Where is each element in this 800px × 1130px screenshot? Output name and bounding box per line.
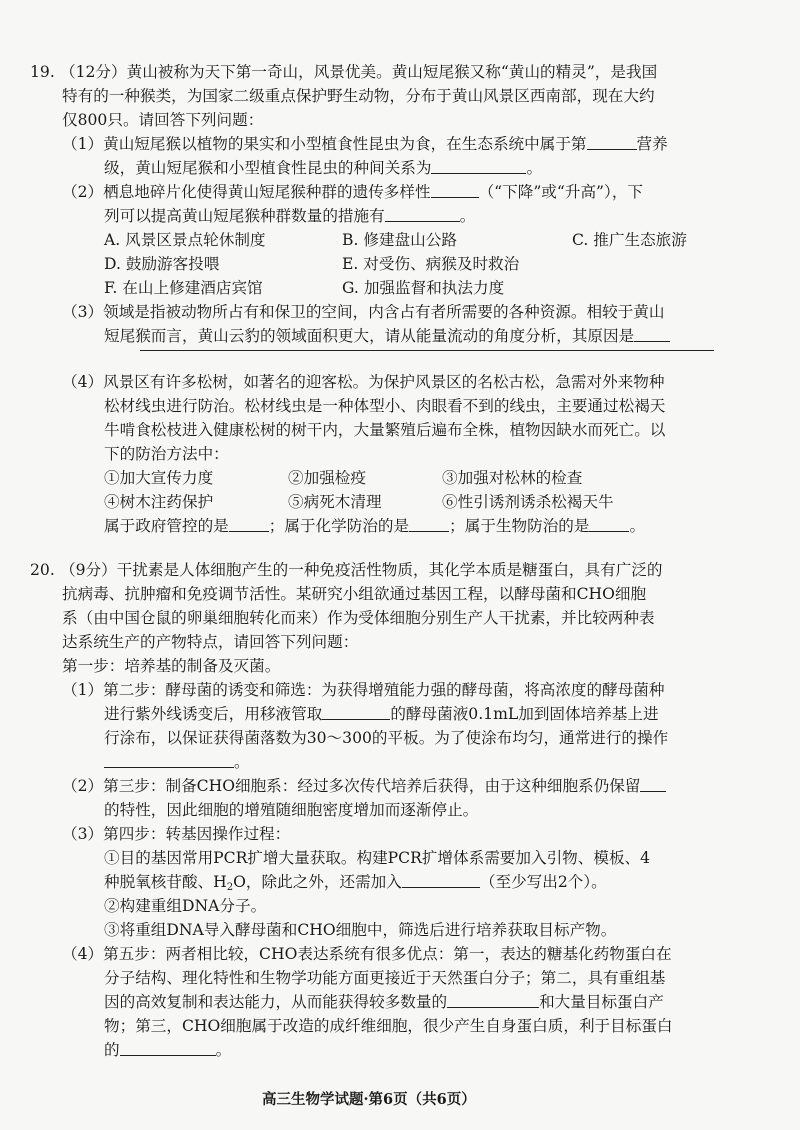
answer-blank[interactable] [409, 516, 449, 532]
question-19-stem-line3: 仅800只。请回答下列问题： [62, 111, 264, 129]
q20-part1-text: 进行紫外线诱变后，用移液管取 [104, 705, 323, 723]
q19-part4-answer-line [104, 516, 645, 536]
q20-part4-line5 [104, 1040, 231, 1060]
q20-part1-end: 。 [234, 753, 250, 771]
q20-part4-line4: 物；第三，CHO细胞属于改造的成纤维细胞，很少产生自身蛋白质，利于目标蛋白 [104, 1017, 673, 1035]
q20-part4-end: 。 [215, 1041, 232, 1059]
q20-part2-line1 [62, 776, 666, 796]
q19-part2-text: （2）栖息地碎片化使得黄山短尾猴种群的遗传多样性 [62, 183, 431, 201]
answer-blank[interactable] [431, 158, 526, 174]
q20-part1-text-end: 的酵母菌液0.1mL加到固体培养基上进 [390, 705, 659, 723]
q20-part3-line4: ②构建重组DNA分子。 [104, 897, 267, 915]
q19-part4-line4: 下的防治方法中： [104, 445, 229, 463]
q19-part4-line1: （4）风景区有许多松树，如著名的迎客松。为保护风景区的名松古松，急需对外来物种 [62, 373, 665, 391]
answer-blank[interactable] [229, 516, 269, 532]
q20-part2-line2: 的特性，因此细胞的增殖随细胞密度增加而逐渐停止。 [104, 801, 479, 819]
q19-part4-prompt-end: 。 [629, 517, 646, 535]
answer-blank[interactable] [634, 326, 670, 342]
option-g: G. 加强监督和执法力度 [342, 279, 505, 297]
method-6: ⑥性引诱剂诱杀松褐天牛 [442, 493, 614, 511]
q19-part2-text-end: （“下降”或“升高”），下 [478, 183, 644, 201]
q19-part3-line2 [104, 326, 670, 346]
question-20-stem-line3: 系（由中国仓鼠的卵巢细胞转化而来）作为受体细胞分别生产人干扰素，并比较两种表 [62, 609, 655, 627]
q20-part4-line2: 分子结构、理化特性和生物学功能方面更接近于天然蛋白分子；第二，具有重组基 [104, 969, 666, 987]
q20-step1: 第一步：培养基的制备及灭菌。 [62, 657, 281, 675]
answer-blank[interactable] [431, 182, 479, 198]
q20-part3-text-end: （至少写出2个）。 [479, 873, 607, 891]
q19-part3-text: 短尾猴而言，黄山云豹的领域面积更大，请从能量流动的角度分析，其原因是 [104, 327, 635, 345]
q19-part4-line3: 牛啃食松枝进入健康松树的树干内，大量繁殖后遍布全株，植物因缺水而死亡。以 [104, 421, 666, 439]
answer-blank[interactable] [640, 776, 666, 792]
q20-part1-line2 [104, 704, 659, 724]
q19-part1-text2: 级，黄山短尾猴和小型植食性昆虫的种间关系为 [104, 159, 432, 177]
question-19-stem-line1: （12分）黄山被称为天下第一奇山，风景优美。黄山短尾猴又称“黄山的精灵”，是我国 [60, 63, 658, 81]
q20-part4-text: 因的高效复制和表达能力，从而能获得较多数量的 [104, 993, 448, 1011]
q19-part3-line1: （3）领域是指被动物所占有和保卫的空间，内含占有者所需要的各种资源。相较于黄山 [62, 303, 665, 321]
q20-part3-text-mid: O，除此之外，还需加入 [233, 873, 402, 891]
q19-part1-text2-end: 。 [526, 159, 543, 177]
question-20-number: 20. [30, 561, 55, 579]
q20-part4-line1: （4）第五步：两者相比较，CHO表达系统有很多优点：第一，表达的糖基化药物蛋白在 [62, 945, 672, 963]
q20-part4-text-end: 和大量目标蛋白产 [539, 993, 664, 1011]
q19-part4-prompt2: ；属于化学防治的是 [268, 517, 410, 535]
q20-part2-text: （2）第三步：制备CHO细胞系：经过多次传代培养后获得，由于这种细胞系仍保留 [62, 777, 641, 795]
q19-part4-prompt3: ；属于生物防治的是 [449, 517, 590, 535]
option-d: D. 鼓励游客投喂 [104, 255, 220, 273]
q19-part2-line2 [104, 206, 475, 226]
method-3: ③加强对松林的检查 [442, 469, 583, 487]
subscript-2: 2 [226, 882, 234, 893]
answer-blank[interactable] [322, 704, 390, 720]
q19-part2-text2-end: 。 [459, 207, 476, 225]
answer-blank[interactable] [120, 1040, 216, 1056]
method-1: ①加大宣传力度 [104, 469, 214, 487]
q19-part1-text-end: 营养 [636, 135, 668, 153]
q20-part3-line2: ①目的基因常用PCR扩增大量获取。构建PCR扩增体系需要加入引物、模板、4 [104, 849, 651, 867]
q19-part1-line2 [104, 158, 542, 178]
q19-part4-prompt1: 属于政府管控的是 [104, 517, 229, 535]
option-a: A. 风景区景点轮休制度 [104, 231, 266, 249]
answer-blank[interactable] [104, 752, 234, 768]
q20-part3-text: 种脱氧核苷酸、H [104, 873, 227, 891]
answer-blank[interactable] [587, 134, 637, 150]
q19-part1-text: （1）黄山短尾猴以植物的果实和小型植食性昆虫为食，在生态系统中属于第 [62, 135, 587, 153]
method-4: ④树木注药保护 [104, 493, 214, 511]
q20-part1-line3: 行涂布，以保证获得菌落数为30～300的平板。为了使涂布均匀，通常进行的操作 [104, 729, 669, 747]
q19-part2-line1 [62, 182, 643, 202]
question-19-number: 19. [30, 63, 55, 81]
q19-part4-line2: 松材线虫进行防治。松材线虫是一种体型小、肉眼看不到的线虫，主要通过松褐天 [104, 397, 666, 415]
answer-line[interactable] [140, 350, 714, 351]
q20-part4-line3 [104, 992, 664, 1012]
q19-part1-line1 [62, 134, 668, 154]
answer-blank[interactable] [447, 992, 539, 1008]
question-19-stem-line2: 特有的一种猴类，为国家二级重点保护野生动物，分布于黄山风景区西南部，现在大约 [62, 87, 655, 105]
question-20-stem-line1: （9分）干扰素是人体细胞产生的一种免疫活性物质，其化学本质是糖蛋白，具有广泛的 [60, 561, 663, 579]
q20-part1-line1: （1）第二步：酵母菌的诱变和筛选：为获得增殖能力强的酵母菌，将高浓度的酵母菌种 [62, 681, 665, 699]
option-c: C. 推广生态旅游 [572, 231, 687, 249]
q20-part3-line5: ③将重组DNA导入酵母菌和CHO细胞中，筛选后进行培养获取目标产物。 [104, 921, 617, 939]
q20-part1-line4 [104, 752, 250, 772]
method-2: ②加强检疫 [288, 469, 366, 487]
q20-part3-line1: （3）第四步：转基因操作过程： [62, 825, 291, 843]
answer-blank[interactable] [385, 206, 460, 222]
question-20-stem-line4: 达系统生产的产物特点，请回答下列问题： [62, 633, 359, 651]
q20-part3-line3 [104, 872, 607, 898]
option-e: E. 对受伤、病猴及时救治 [342, 255, 520, 273]
page-footer: 高三生物学试题·第6页（共6页） [262, 1091, 476, 1108]
answer-blank[interactable] [402, 872, 480, 888]
q20-part4-text2: 的 [104, 1041, 120, 1059]
question-20-stem-line2: 抗病毒、抗肿瘤和免疫调节活性。某研究小组欲通过基因工程，以酵母菌和CHO细胞 [62, 585, 647, 603]
method-5: ⑤病死木清理 [288, 493, 382, 511]
option-b: B. 修建盘山公路 [342, 231, 457, 249]
option-f: F. 在山上修建酒店宾馆 [104, 279, 263, 297]
answer-blank[interactable] [589, 516, 629, 532]
q19-part2-text2: 列可以提高黄山短尾猴种群数量的措施有 [104, 207, 385, 225]
